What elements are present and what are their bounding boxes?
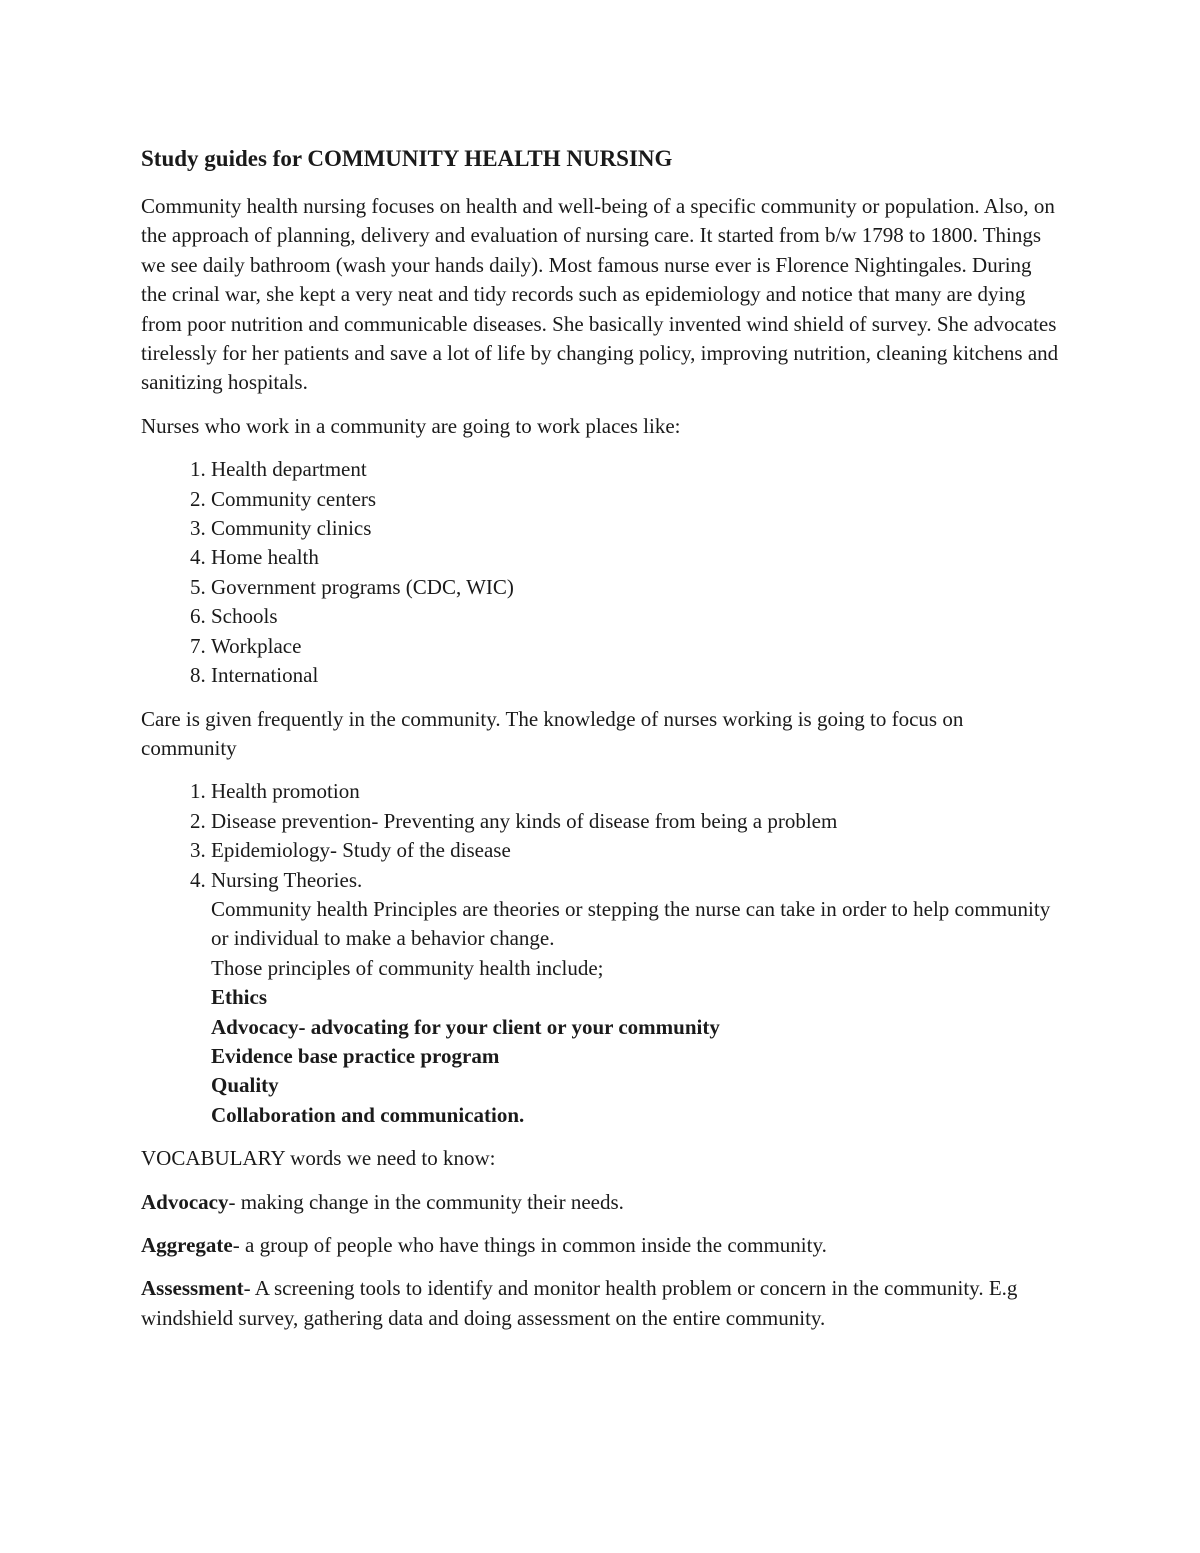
list-item-nursing-theories: [211, 866, 1061, 1131]
principle-item: Evidence base practice program: [211, 1043, 500, 1068]
vocabulary-definition: - making change in the community their needs.: [228, 1189, 624, 1214]
vocabulary-intro: VOCABULARY words we need to know:: [141, 1146, 496, 1171]
vocabulary-entry: [141, 1188, 1061, 1217]
vocabulary-entry: [141, 1231, 1061, 1260]
vocabulary-list: [141, 1188, 1061, 1334]
document-body: [141, 140, 1061, 1347]
list-item: 8. International: [211, 661, 1061, 690]
list-item: 3. Community clinics: [211, 514, 1061, 543]
workplaces-intro: Nurses who work in a community are going to work places like:: [141, 413, 681, 438]
list-item: 5. Government programs (CDC, WIC): [211, 573, 1061, 602]
list-item: 6. Schools: [211, 602, 1061, 631]
vocabulary-term: Assessment: [141, 1276, 244, 1301]
principle-item: Ethics: [211, 985, 268, 1010]
vocabulary-entry: [141, 1274, 1061, 1333]
principle-item: Collaboration and communication.: [211, 1102, 525, 1127]
principles-description: Community health Principles are theories or stepping the nurse can take in order to help community or individual to make a behavior change.: [211, 896, 1051, 951]
vocabulary-term: Advocacy: [141, 1189, 229, 1214]
list-item: 1. Health department: [211, 455, 1061, 484]
list-item-label: 4. Nursing Theories.: [211, 867, 363, 892]
vocabulary-definition: - a group of people who have things in common inside the community.: [232, 1233, 827, 1257]
principles-intro: Those principles of community health include;: [211, 955, 604, 980]
vocabulary-definition: - A screening tools to identify and monitor health problem or concern in the community. E.g windshield survey, gathering data and doing assessment on the entire community.: [141, 1276, 1018, 1330]
workplaces-list: [141, 455, 1061, 690]
list-item: 4. Home health: [211, 543, 1061, 572]
list-item: 2. Community centers: [211, 485, 1061, 514]
care-intro: Care is given frequently in the community. The knowledge of nurses working is going to focus on community: [141, 706, 964, 760]
focus-areas-list: [141, 777, 1061, 1130]
principle-item: Advocacy- advocating for your client or your community: [211, 1014, 720, 1039]
principle-item: Quality: [211, 1073, 279, 1098]
list-item: 7. Workplace: [211, 632, 1061, 661]
vocabulary-term: Aggregate: [141, 1233, 233, 1257]
list-item: 2. Disease prevention- Preventing any kinds of disease from being a problem: [211, 807, 1061, 836]
document-title: Study guides for COMMUNITY HEALTH NURSING: [141, 146, 673, 171]
intro-paragraph: Community health nursing focuses on health and well-being of a specific community or population. Also, on the approach of planning, delivery and evaluation of nursing care. It started from b/w 1798 to 1800. Things we see daily bathroom (wash your hands daily). Most famous nurse ever is Florence Nightingales. During the crinal war, she kept a very neat and tidy records such as epidemiology and notice that many are dying from poor nutrition and communicable diseases. She basically invented wind shield of survey. She advocates tirelessly for her patients and save a lot of life by changing policy, improving nutrition, cleaning kitchens and sanitizing hospitals.: [141, 194, 1059, 395]
list-item: 3. Epidemiology- Study of the disease: [211, 836, 1061, 865]
list-item: 1. Health promotion: [211, 777, 1061, 806]
